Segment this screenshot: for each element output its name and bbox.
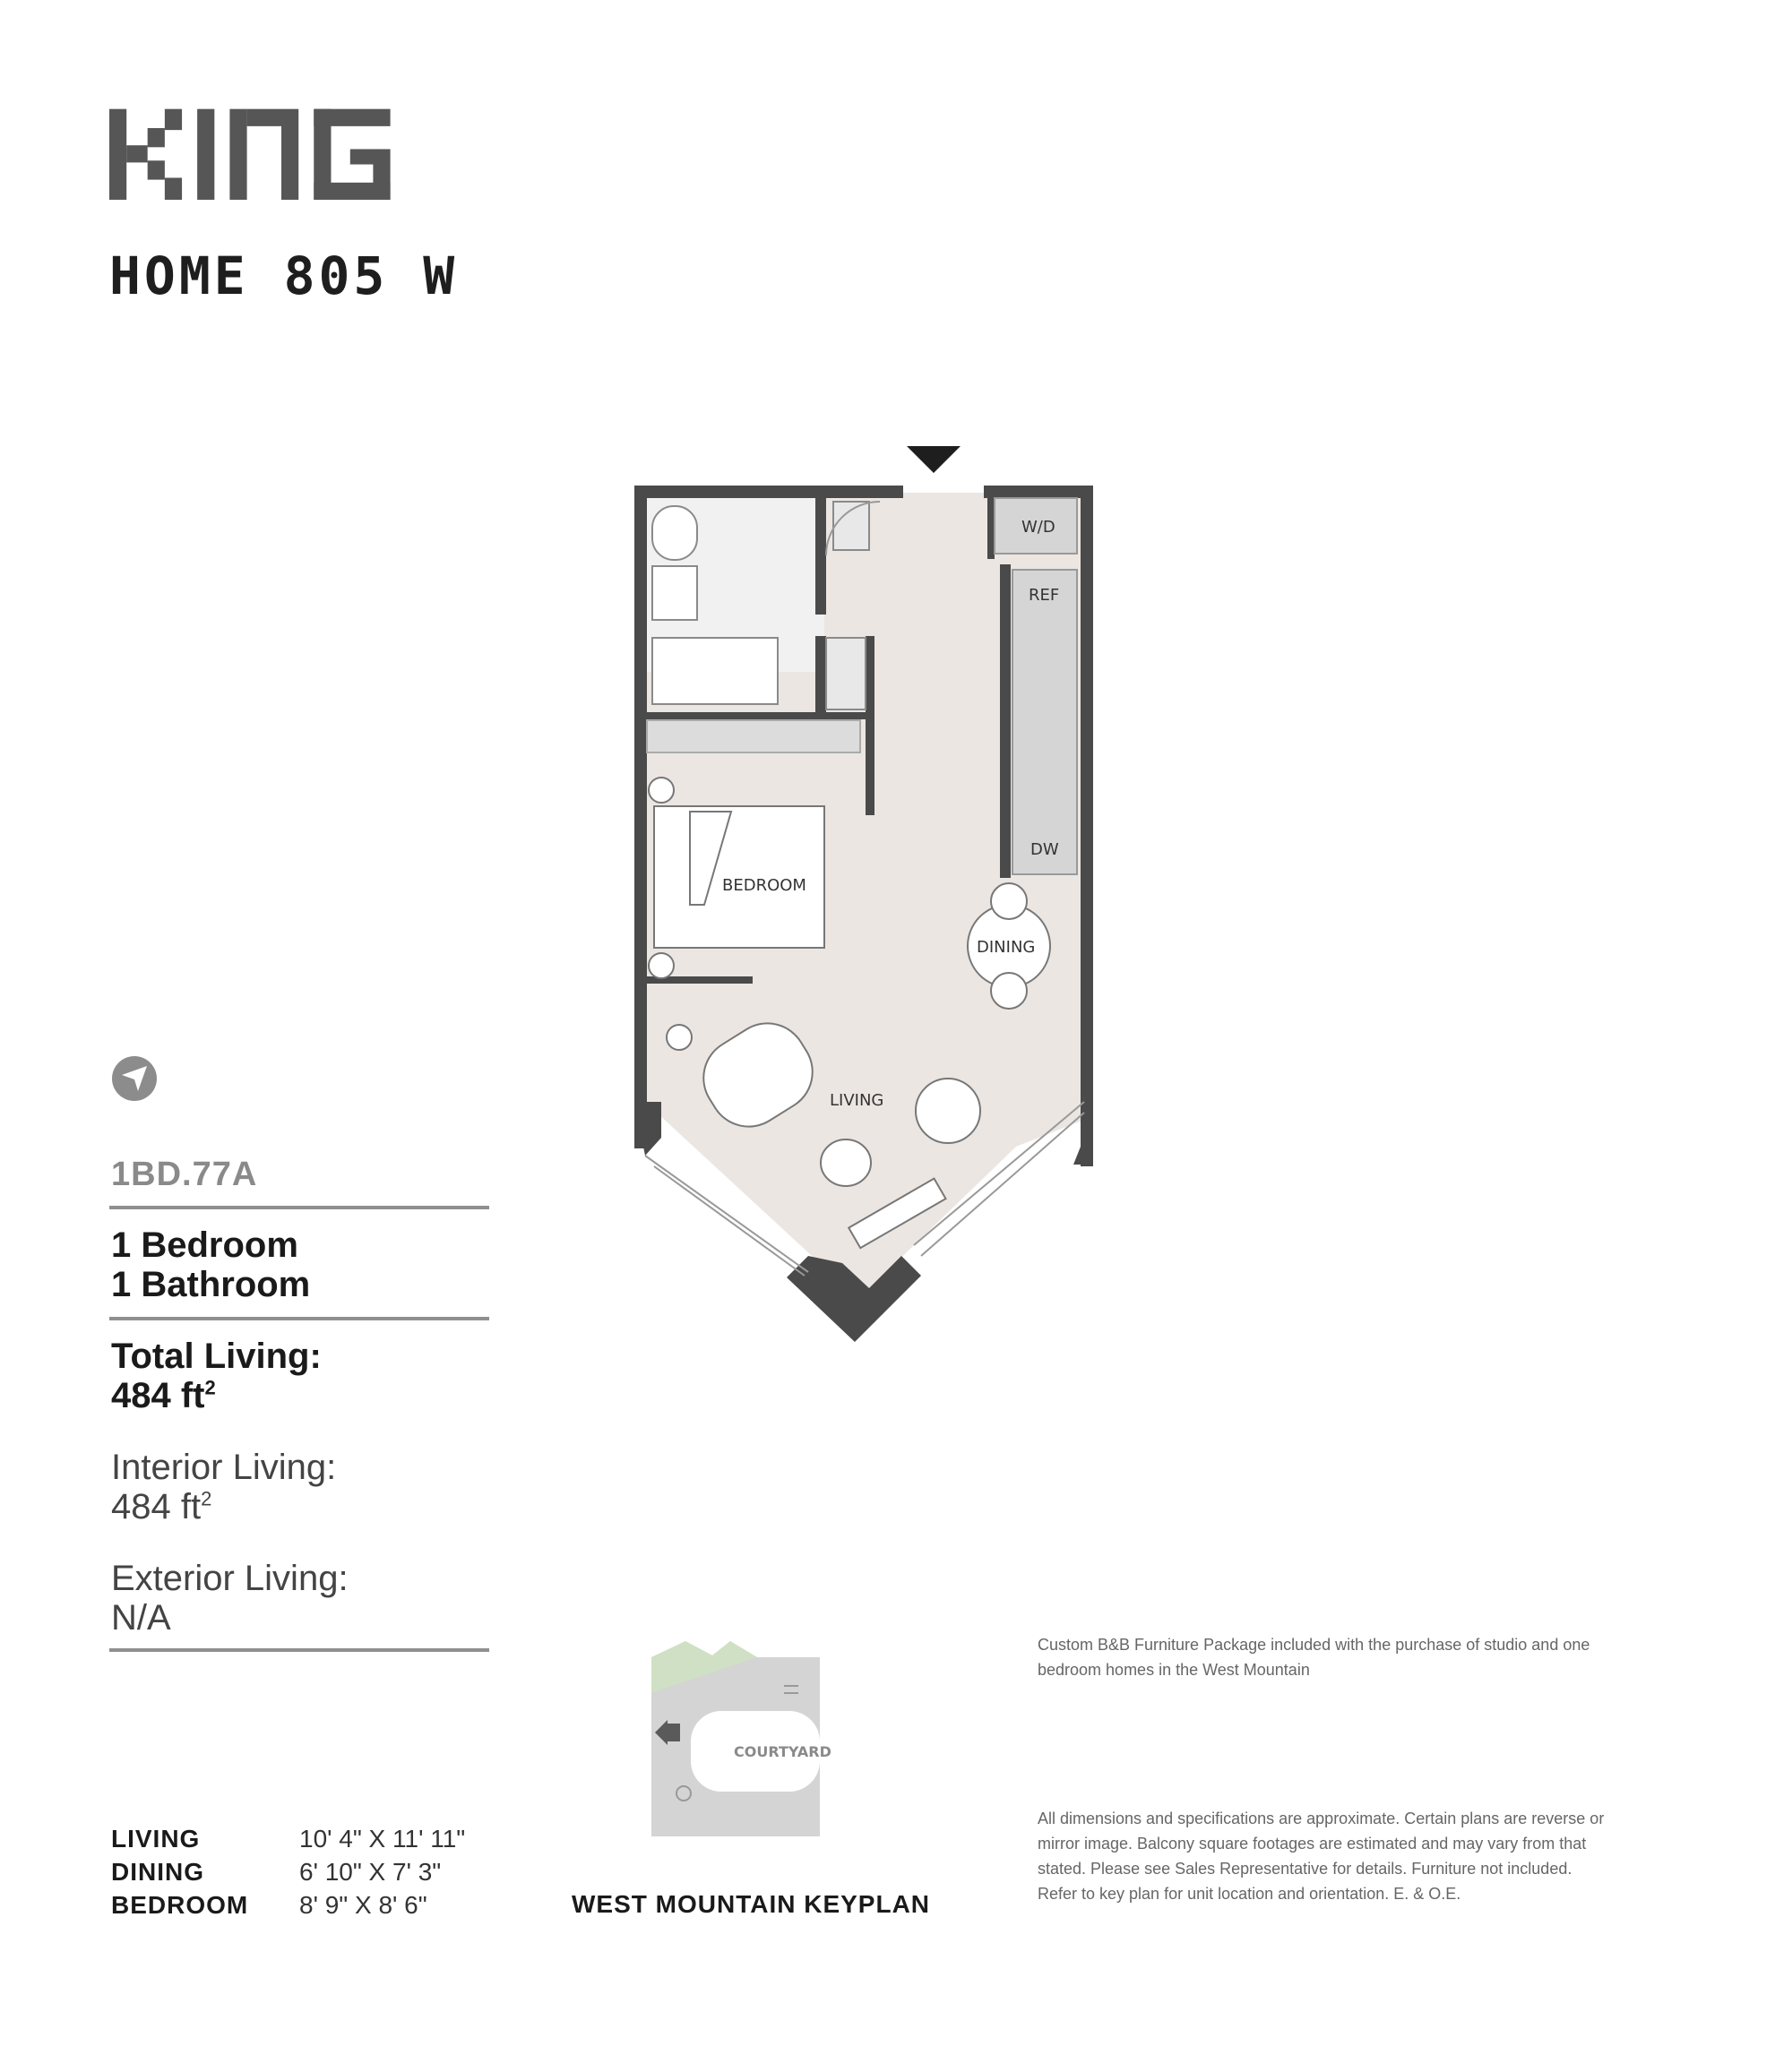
room-name: LIVING xyxy=(111,1825,201,1853)
room-name: BEDROOM xyxy=(111,1891,249,1919)
total-living-label: Total Living: xyxy=(111,1337,322,1376)
home-title xyxy=(109,251,513,301)
total-living-value: 484 $ft^2$ xyxy=(111,1376,216,1415)
fridge-label: REF xyxy=(1029,586,1060,605)
interior-living-value: 484 $ft^2$ xyxy=(111,1487,212,1526)
room-row xyxy=(111,1855,465,1888)
washer-dryer-label: W/D xyxy=(1021,518,1055,537)
dining-label: DINING xyxy=(977,938,1036,957)
living-label: LIVING xyxy=(830,1091,884,1110)
exterior-living-block xyxy=(111,1559,349,1638)
exterior-living-value: N/A xyxy=(111,1598,171,1638)
bed xyxy=(649,778,824,978)
room-dimensions-table xyxy=(111,1822,465,1922)
north-compass-icon xyxy=(111,1055,158,1102)
svg-text:HOME 805 W: HOME 805 W xyxy=(109,251,459,301)
bedroom-label: BEDROOM xyxy=(722,876,806,895)
divider xyxy=(109,1206,489,1209)
interior-living-block xyxy=(111,1448,336,1526)
divider xyxy=(109,1648,489,1652)
room-name: DINING xyxy=(111,1858,204,1886)
entry-arrow-icon xyxy=(907,446,961,473)
bedroom-count: 1 Bedroom xyxy=(111,1225,298,1265)
room-row xyxy=(111,1888,465,1922)
room-dims: 6' 10" X 7' 3" xyxy=(299,1858,442,1886)
floor-plan xyxy=(618,439,1102,1344)
king-logo xyxy=(109,107,396,206)
room-row xyxy=(111,1822,465,1855)
dishwasher-label: DW xyxy=(1030,840,1059,859)
room-dims: 10' 4" X 11' 11" xyxy=(299,1825,466,1853)
disclaimer-note: All dimensions and specifications are approximate. Certain plans are reverse or mirror image. Balcony square footages are estimated and may vary from that stated. Please see Sales Representative for details. Furniture not included. Refer to key plan for unit location and orientation. E. & O.E. xyxy=(1038,1810,1605,1903)
courtyard-label: COURTYARD xyxy=(734,1743,831,1760)
divider xyxy=(109,1317,489,1320)
keyplan-map xyxy=(641,1630,847,1836)
interior-living-label: Interior Living: xyxy=(111,1448,337,1487)
exterior-living-label: Exterior Living: xyxy=(111,1559,349,1598)
total-living-block xyxy=(111,1337,322,1415)
unit-code: 1BD.77A xyxy=(111,1156,258,1193)
bathroom-count: 1 Bathroom xyxy=(111,1265,311,1304)
room-dims: 8' 9" X 8' 6" xyxy=(299,1891,427,1919)
furniture-note: Custom B&B Furniture Package included with the purchase of studio and one bedroom homes in the West Mountain xyxy=(1038,1636,1590,1679)
keyplan-title: WEST MOUNTAIN KEYPLAN xyxy=(572,1890,931,1918)
bed-bath-block xyxy=(111,1225,310,1304)
